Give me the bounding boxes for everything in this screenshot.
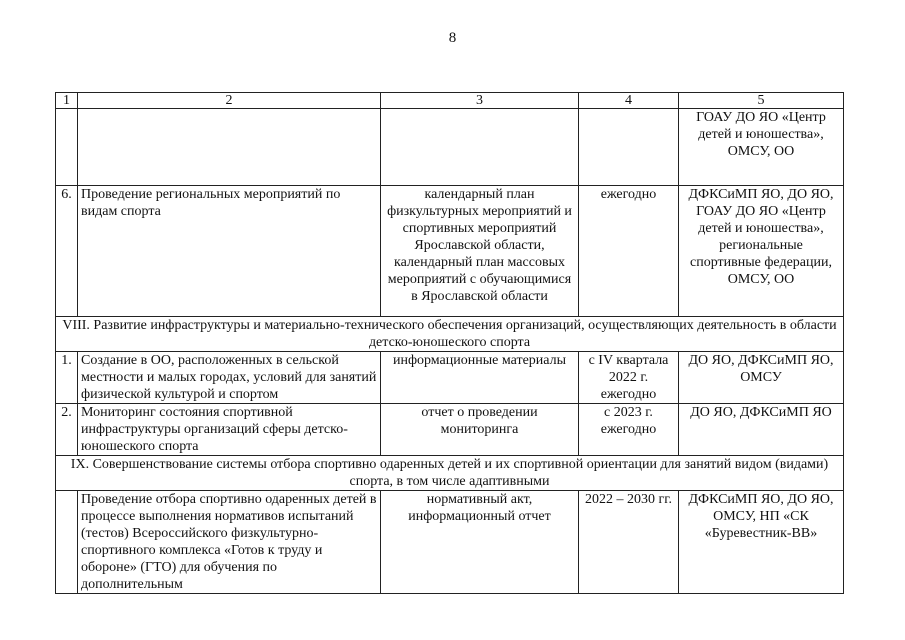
column-number-row — [56, 93, 844, 109]
result-cell: отчет о проведении мониторинга — [381, 404, 579, 456]
term-cell: с 2023 г. ежегодно — [579, 404, 679, 456]
term-cell — [579, 109, 679, 186]
activity-cell: Проведение отбора спортивно одаренных детей в процессе выполнения нормативов испытаний (тестов) Всероссийского физкультурно-спортивного комплекса «Готов к труду и обороне» (ГТО) для обучения по дополнительным — [78, 491, 381, 594]
activity-cell: Мониторинг состояния спортивной инфраструктуры организаций сферы детско-юношеского спорта — [78, 404, 381, 456]
page-number: 8 — [448, 30, 457, 46]
responsible-cell: ГОАУ ДО ЯО «Центр детей и юношества», ОМСУ, ОО — [679, 109, 844, 186]
responsible-cell: ДФКСиМП ЯО, ДО ЯО, ОМСУ, НП «СК «Буревестник-ВВ» — [679, 491, 844, 594]
column-number: 4 — [579, 93, 679, 109]
row-number: 6. — [56, 186, 78, 317]
result-cell: нормативный акт, информационный отчет — [381, 491, 579, 594]
table-row — [56, 404, 844, 456]
responsible-cell: ДО ЯО, ДФКСиМП ЯО — [679, 404, 844, 456]
column-number: 5 — [679, 93, 844, 109]
activity-cell: Создание в ОО, расположенных в сельской местности и малых городах, условий для занятий физической культурой и спортом — [78, 352, 381, 404]
responsible-cell: ДО ЯО, ДФКСиМП ЯО, ОМСУ — [679, 352, 844, 404]
row-number — [56, 109, 78, 186]
term-cell: 2022 – 2030 гг. — [579, 491, 679, 594]
result-cell: информационные материалы — [381, 352, 579, 404]
row-number: 1. — [56, 352, 78, 404]
section-heading-row — [56, 456, 844, 491]
term-cell: с IV квартала 2022 г. ежегодно — [579, 352, 679, 404]
table-row — [56, 186, 844, 317]
row-number — [56, 491, 78, 594]
term-cell: ежегодно — [579, 186, 679, 317]
result-cell: календарный план физкультурных мероприятий и спортивных мероприятий Ярославской области, календарный план массовых мероприятий с обучающимися в Ярославской области — [381, 186, 579, 317]
column-number: 2 — [78, 93, 381, 109]
activity-cell — [78, 109, 381, 186]
table-row — [56, 491, 844, 594]
action-plan-table — [55, 92, 844, 594]
table-row — [56, 109, 844, 186]
section-heading: IX. Совершенствование системы отбора спортивно одаренных детей и их спортивной ориентации для занятий видом (видами) спорта, в том числе адаптивными — [56, 456, 844, 491]
row-number: 2. — [56, 404, 78, 456]
column-number: 1 — [56, 93, 78, 109]
responsible-cell: ДФКСиМП ЯО, ДО ЯО, ГОАУ ДО ЯО «Центр детей и юношества», региональные спортивные федерации, ОМСУ, ОО — [679, 186, 844, 317]
activity-cell: Проведение региональных мероприятий по видам спорта — [78, 186, 381, 317]
section-heading-row — [56, 317, 844, 352]
section-heading: VIII. Развитие инфраструктуры и материально-технического обеспечения организаций, осуществляющих деятельность в области детско-юношеского спорта — [56, 317, 844, 352]
table-row — [56, 352, 844, 404]
column-number: 3 — [381, 93, 579, 109]
result-cell — [381, 109, 579, 186]
